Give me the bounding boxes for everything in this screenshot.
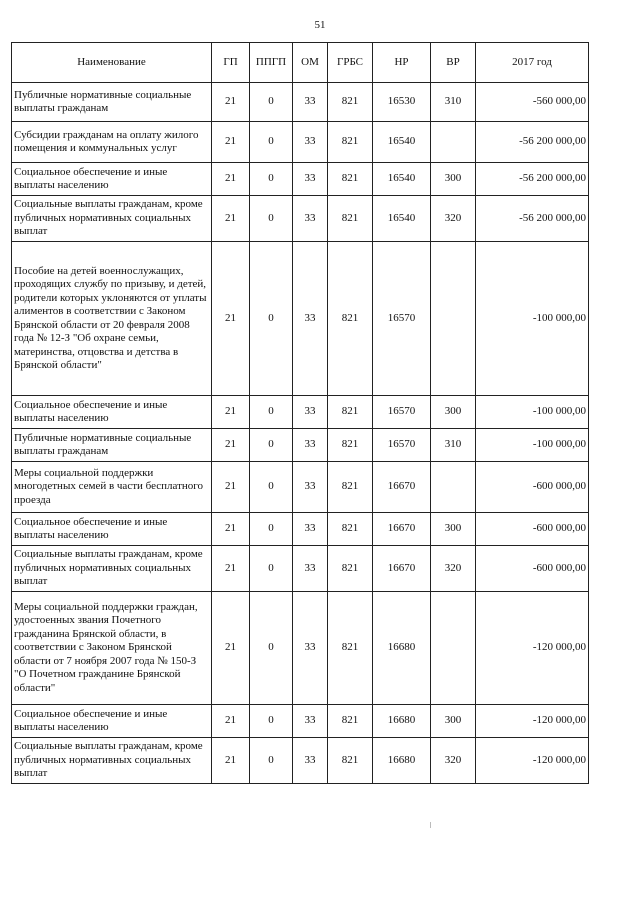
table-row — [12, 592, 589, 705]
row-name: Социальное обеспечение и иные выплаты населению — [12, 163, 212, 196]
row-nr: 16570 — [373, 429, 431, 462]
row-ppgp: 0 — [250, 242, 293, 396]
header-grbs: ГРБС — [328, 43, 373, 83]
row-grbs: 821 — [328, 429, 373, 462]
row-name: Субсидии гражданам на оплату жилого помещения и коммунальных услуг — [12, 122, 212, 163]
row-nr: 16680 — [373, 592, 431, 705]
row-om: 33 — [293, 592, 328, 705]
row-ppgp: 0 — [250, 592, 293, 705]
table-row — [12, 429, 589, 462]
row-grbs: 821 — [328, 705, 373, 738]
row-amount: -120 000,00 — [476, 738, 589, 784]
row-gp: 21 — [212, 705, 250, 738]
table-row — [12, 196, 589, 242]
row-amount: -120 000,00 — [476, 592, 589, 705]
row-ppgp: 0 — [250, 705, 293, 738]
header-ppgp: ППГП — [250, 43, 293, 83]
table-row — [12, 242, 589, 396]
row-amount: -100 000,00 — [476, 429, 589, 462]
row-vr: 320 — [431, 738, 476, 784]
row-nr: 16570 — [373, 396, 431, 429]
row-vr: 320 — [431, 546, 476, 592]
row-gp: 21 — [212, 513, 250, 546]
row-om: 33 — [293, 462, 328, 513]
row-grbs: 821 — [328, 546, 373, 592]
row-vr — [431, 592, 476, 705]
row-ppgp: 0 — [250, 196, 293, 242]
row-amount: -600 000,00 — [476, 546, 589, 592]
row-nr: 16670 — [373, 513, 431, 546]
row-vr — [431, 122, 476, 163]
row-amount: -100 000,00 — [476, 242, 589, 396]
row-nr: 16570 — [373, 242, 431, 396]
row-om: 33 — [293, 163, 328, 196]
row-ppgp: 0 — [250, 122, 293, 163]
row-grbs: 821 — [328, 163, 373, 196]
row-name: Публичные нормативные социальные выплаты гражданам — [12, 429, 212, 462]
row-name: Социальные выплаты гражданам, кроме публичных нормативных социальных выплат — [12, 196, 212, 242]
row-vr: 300 — [431, 513, 476, 546]
row-vr: 300 — [431, 705, 476, 738]
row-amount: -100 000,00 — [476, 396, 589, 429]
header-nr: НР — [373, 43, 431, 83]
table-row — [12, 163, 589, 196]
row-gp: 21 — [212, 429, 250, 462]
row-grbs: 821 — [328, 592, 373, 705]
scan-artifact — [430, 822, 431, 828]
row-gp: 21 — [212, 738, 250, 784]
row-name: Социальное обеспечение и иные выплаты населению — [12, 396, 212, 429]
row-amount: -120 000,00 — [476, 705, 589, 738]
row-name: Пособие на детей военнослужащих, проходящих службу по призыву, и детей, родители которых уклоняются от уплаты алиментов в соответствии с Законом Брянской области от 20 февраля 2008 года № 12-З "Об охране семьи, материнства, отцовства и детства в Брянской области" — [12, 242, 212, 396]
row-om: 33 — [293, 242, 328, 396]
table-row — [12, 83, 589, 122]
row-nr: 16540 — [373, 163, 431, 196]
row-amount: -56 200 000,00 — [476, 163, 589, 196]
row-grbs: 821 — [328, 242, 373, 396]
row-ppgp: 0 — [250, 429, 293, 462]
table-row — [12, 122, 589, 163]
row-ppgp: 0 — [250, 513, 293, 546]
row-grbs: 821 — [328, 83, 373, 122]
table-row — [12, 546, 589, 592]
row-nr: 16540 — [373, 122, 431, 163]
header-name: Наименование — [12, 43, 212, 83]
header-gp: ГП — [212, 43, 250, 83]
row-gp: 21 — [212, 242, 250, 396]
table-row — [12, 396, 589, 429]
row-grbs: 821 — [328, 513, 373, 546]
row-gp: 21 — [212, 546, 250, 592]
row-om: 33 — [293, 546, 328, 592]
row-name: Социальные выплаты гражданам, кроме публичных нормативных социальных выплат — [12, 546, 212, 592]
row-nr: 16680 — [373, 705, 431, 738]
row-om: 33 — [293, 738, 328, 784]
row-om: 33 — [293, 122, 328, 163]
row-name: Меры социальной поддержки многодетных семей в части бесплатного проезда — [12, 462, 212, 513]
row-amount: -600 000,00 — [476, 513, 589, 546]
row-ppgp: 0 — [250, 83, 293, 122]
row-om: 33 — [293, 196, 328, 242]
row-vr: 320 — [431, 196, 476, 242]
row-gp: 21 — [212, 196, 250, 242]
row-amount: -56 200 000,00 — [476, 196, 589, 242]
row-amount: -600 000,00 — [476, 462, 589, 513]
row-vr — [431, 242, 476, 396]
row-grbs: 821 — [328, 196, 373, 242]
row-grbs: 821 — [328, 122, 373, 163]
row-ppgp: 0 — [250, 163, 293, 196]
table-row — [12, 705, 589, 738]
table-row — [12, 462, 589, 513]
header-om: ОМ — [293, 43, 328, 83]
row-gp: 21 — [212, 396, 250, 429]
row-om: 33 — [293, 83, 328, 122]
row-vr: 310 — [431, 429, 476, 462]
row-nr: 16680 — [373, 738, 431, 784]
row-grbs: 821 — [328, 396, 373, 429]
row-ppgp: 0 — [250, 546, 293, 592]
row-name: Социальное обеспечение и иные выплаты населению — [12, 513, 212, 546]
row-vr — [431, 462, 476, 513]
row-nr: 16530 — [373, 83, 431, 122]
row-om: 33 — [293, 396, 328, 429]
row-gp: 21 — [212, 122, 250, 163]
row-ppgp: 0 — [250, 462, 293, 513]
row-grbs: 821 — [328, 738, 373, 784]
row-gp: 21 — [212, 462, 250, 513]
row-om: 33 — [293, 513, 328, 546]
row-nr: 16540 — [373, 196, 431, 242]
row-amount: -56 200 000,00 — [476, 122, 589, 163]
row-name: Социальное обеспечение и иные выплаты населению — [12, 705, 212, 738]
row-nr: 16670 — [373, 462, 431, 513]
row-vr: 300 — [431, 163, 476, 196]
header-vr: ВР — [431, 43, 476, 83]
row-vr: 310 — [431, 83, 476, 122]
header-year: 2017 год — [476, 43, 589, 83]
row-gp: 21 — [212, 163, 250, 196]
row-name: Меры социальной поддержки граждан, удостоенных звания Почетного гражданина Брянской области, в соответствии с Законом Брянской области от 7 ноября 2007 года № 150-З "О Почетном гражданине Брянской области" — [12, 592, 212, 705]
page-number: 51 — [314, 19, 326, 31]
row-ppgp: 0 — [250, 738, 293, 784]
table-header-row — [12, 43, 589, 83]
row-name: Публичные нормативные социальные выплаты гражданам — [12, 83, 212, 122]
row-amount: -560 000,00 — [476, 83, 589, 122]
row-gp: 21 — [212, 592, 250, 705]
table-row — [12, 738, 589, 784]
row-vr: 300 — [431, 396, 476, 429]
row-name: Социальные выплаты гражданам, кроме публичных нормативных социальных выплат — [12, 738, 212, 784]
row-om: 33 — [293, 429, 328, 462]
row-ppgp: 0 — [250, 396, 293, 429]
row-om: 33 — [293, 705, 328, 738]
row-gp: 21 — [212, 83, 250, 122]
table-row — [12, 513, 589, 546]
row-nr: 16670 — [373, 546, 431, 592]
budget-table — [11, 42, 589, 784]
row-grbs: 821 — [328, 462, 373, 513]
